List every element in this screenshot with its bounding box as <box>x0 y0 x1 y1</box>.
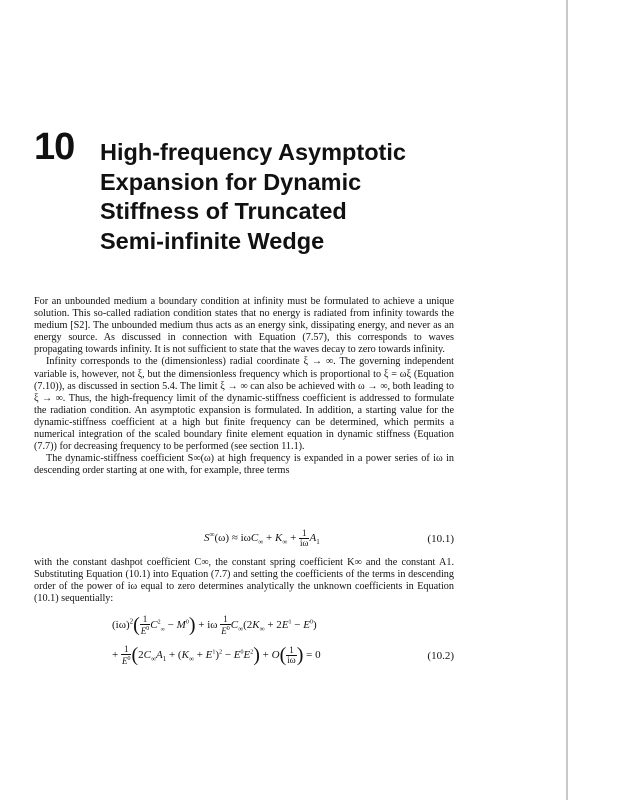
equation-10-1 <box>34 527 454 553</box>
equation-expression: $S^\infty(\omega) \approx i\omega C_\infty + K_\infty$ + $\frac{1}{i\omega}$ $A_1$ <box>204 528 320 548</box>
chapter-title-line: Semi-infinite Wedge <box>100 227 325 254</box>
paragraph: For an unbounded medium a boundary condition at infinity must be formulated to achieve a unique solution. This so-called radiation condition states that no energy is radiated from infinity towards the medium [S2]. The unbounded medium thus acts as an energy sink, dissipating energy, and never as an energy source. As discussed in connection with Equation (7.57), this corresponds to waves propagating towards infinity. It is not sufficient to state that the waves decay to zero towards infinity. <box>34 296 454 356</box>
chapter-number: 10 <box>34 126 75 168</box>
equation-expression-line-1: $(i\omega)^2$( $\frac{1}{E^0}$ $C^2_\infty - M^0) + i\omega$ $\frac{1}{E^0}$ $C_\infty(2K_\infty + 2E^1 - E^0)$ <box>112 614 317 636</box>
equation-number: (10.2) <box>427 650 454 662</box>
chapter-title-line: High-frequency Asymptotic <box>100 139 406 165</box>
chapter-title <box>100 138 500 256</box>
equation-expression-line-2: + $\frac{1}{E^0}$ $(2C_\infty A_1 + (K_\infty + E^1)^2 - E^0E^2) + O$( $\frac{1}{i\omega}$ ) = 0 <box>112 644 321 666</box>
equation-number: (10.1) <box>427 533 454 545</box>
chapter-title-line: Stiffness of Truncated <box>100 198 347 224</box>
page-edge <box>566 0 568 800</box>
paragraph: with the constant dashpot coefficient C∞, the constant spring coefficient K∞ and the constant A1. Substituting Equation (10.1) into Equation (7.7) and setting the coefficients of the terms in descending order of the power of iω equal to zero determines analytically the unknown coefficients in Equation (10.1) sequentially: <box>34 557 454 605</box>
body-text-continued <box>34 557 454 605</box>
chapter-title-line: Expansion for Dynamic <box>100 168 362 195</box>
body-text <box>34 296 454 477</box>
equation-10-2 <box>34 614 454 674</box>
paragraph: The dynamic-stiffness coefficient S∞(ω) at high frequency is expanded in a power series of iω in descending order starting at one with, for example, three terms <box>34 453 454 477</box>
paragraph: Infinity corresponds to the (dimensionless) radial coordinate ξ → ∞. The governing independent variable is, however, not ξ, but the dimensionless frequency which is proportional to ξ = ωξ (Equation (7.10)), as discussed in section 5.4. The limit ξ → ∞ can also be achieved with ω → ∞, both leading to ξ → ∞. Thus, the high-frequency limit of the dynamic-stiffness coefficient is addressed to formulate the radiation condition. An asymptotic expansion is formulated. In addition, a starting value for the dynamic-stiffness coefficient at a high but finite frequency can be determined, which permits a numerical integration of the scaled boundary finite element equation in dynamic stiffness (Equation (7.7)) for decreasing frequency to be performed (see section 11.1). <box>34 356 454 453</box>
